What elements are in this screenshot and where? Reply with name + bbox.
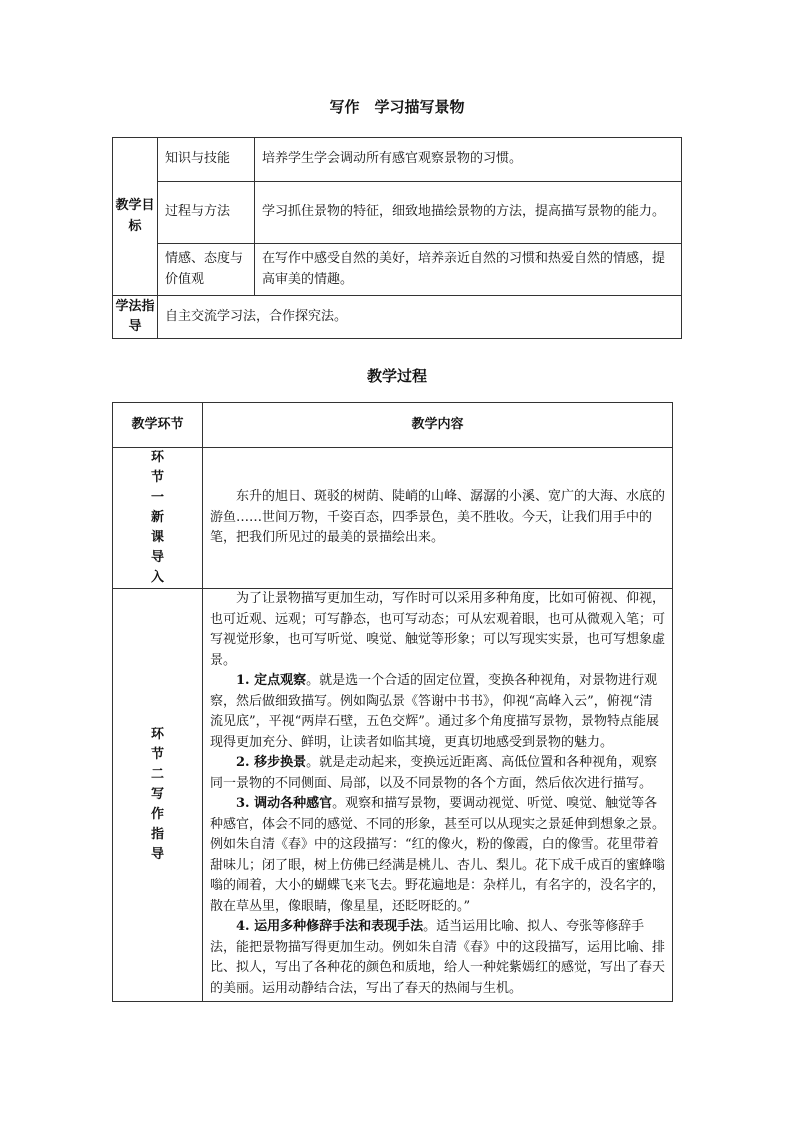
point-1-head: 1. 定点观察 [236,673,307,688]
method-label: 学法指导 [113,296,158,339]
point-1 [210,671,665,753]
step2-content [203,589,673,1002]
step1-content [203,448,673,589]
step2-intro: 为了让景物描写更加生动，写作时可以采用多种角度，比如可俯视、仰视，也可近观、远观；可写静态，也可写动态；可从宏观着眼，也可从微观入笔；可写视觉形象，也可写听觉、嗅觉、触觉等形象；可以写现实实景，也可写想象虚景。 [210,591,666,668]
point-3 [210,794,665,917]
point-4 [210,917,665,999]
method-content: 自主交流学习法，合作探究法。 [158,296,682,339]
objective-content: 在写作中感受自然的美好，培养亲近自然的习惯和热爱自然的情感，提高审美的情趣。 [255,244,682,296]
point-3-head: 3. 调动各种感官 [236,796,333,811]
point-2-text: 。就是走动起来，变换远近距离、高低位置和各种视角，观察同一景物的不同侧面、局部，以及不同景物的各个方面，然后依次进行描写。 [210,755,658,791]
objective-content: 学习抓住景物的特征，细致地描绘景物的方法，提高描写景物的能力。 [255,182,682,244]
process-table [112,402,673,1002]
page-title: 写作 学习描写景物 [329,98,465,116]
objectives-label: 教学目标 [113,138,158,296]
process-title: 教学过程 [366,367,427,385]
objective-name: 知识与技能 [158,138,255,182]
col-header-content: 教学内容 [203,403,673,448]
step2-label: 环节二写作指导 [113,589,203,1002]
point-2-head: 2. 移步换景 [236,755,307,770]
point-3-text: 。观察和描写景物，要调动视觉、听觉、嗅觉、触觉等各种感官，体会不同的感觉、不同的形象，甚至可以从现实之景延伸到想象之景。例如朱自清《春》中的这段描写：“红的像火，粉的像霞，白的像雪。花里带着甜味儿；闭了眼，树上仿佛已经满是桃儿、杏儿、梨儿。花下成千成百的蜜蜂嗡嗡的闹着，大小的蝴蝶飞来飞去。野花遍地是：杂样儿，有名字的，没名字的，散在草丛里，像眼睛，像星星，还眨呀眨的。” [210,796,666,914]
point-2 [210,753,665,794]
objectives-table [112,137,682,339]
point-4-head: 4. 运用多种修辞手法和表现手法 [236,919,424,934]
step1-label: 环节一新课导入 [113,448,203,589]
objective-name: 情感、态度与价值观 [158,244,255,296]
point-4-text: 。适当运用比喻、拟人、夸张等修辞手法，能把景物描写得更加生动。例如朱自清《春》中的这段描写，运用比喻、排比、拟人，写出了各种花的颜色和质地，给人一种姹紫嫣红的感觉，写出了春天的美丽。运用动静结合法，写出了春天的热闹与生机。 [210,919,666,996]
point-1-text: 。就是选一个合适的固定位置，变换各种视角，对景物进行观察，然后做细致描写。例如陶弘景《答谢中书书》，仰视“高峰入云”，俯视“清流见底”，平视“两岸石壁，五色交辉”。通过多个角度描写景物，景物特点能展现得更加充分、鲜明，让读者如临其境，更真切地感受到景物的魅力。 [210,673,659,750]
col-header-step: 教学环节 [113,403,203,448]
objective-name: 过程与方法 [158,182,255,244]
objective-content: 培养学生学会调动所有感官观察景物的习惯。 [255,138,682,182]
step1-text: 东升的旭日、斑驳的树荫、陡峭的山峰、潺潺的小溪、宽广的大海、水底的游鱼……世间万物，千姿百态，四季景色，美不胜收。今天，让我们用手中的笔，把我们所见过的最美的景描绘出来。 [210,489,666,546]
